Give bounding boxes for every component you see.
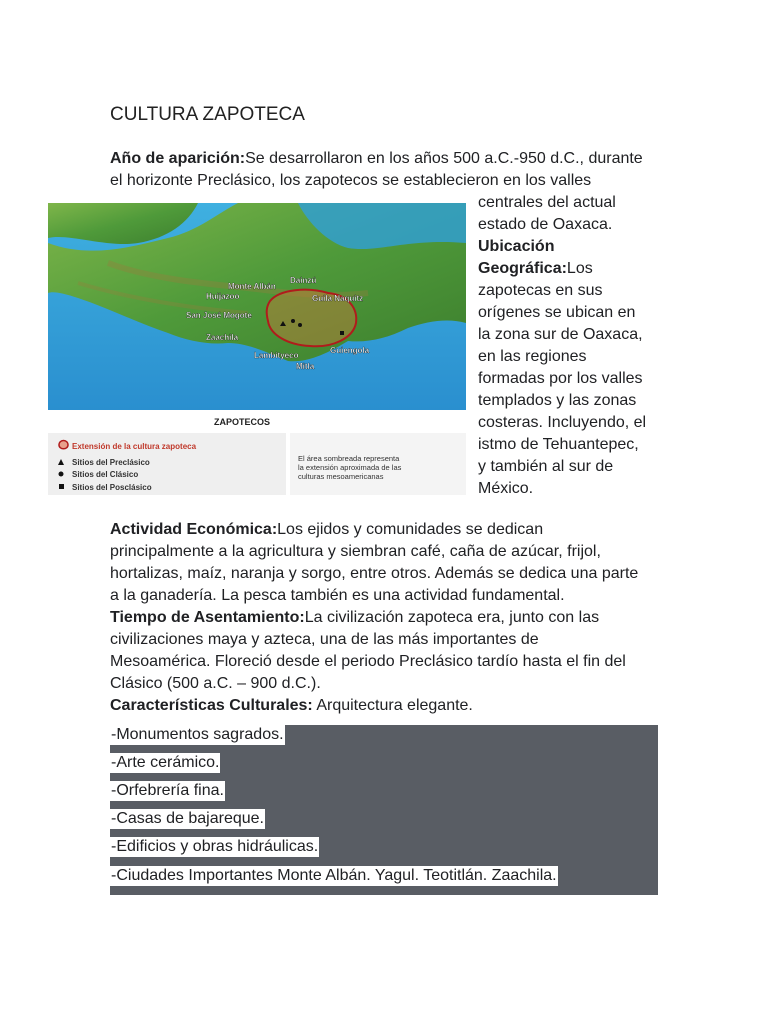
aparicion-cont-2: estado de Oaxaca. <box>478 216 613 233</box>
asentamiento-label: Tiempo de Asentamiento: <box>110 609 305 626</box>
asentamiento-text: La civilización zapoteca era, junto con las <box>304 609 600 626</box>
note-line: culturas mesoamericanas <box>298 472 384 481</box>
place-label: Dainzú <box>290 276 317 285</box>
economica-text: Los ejidos y comunidades se dedican <box>277 521 544 538</box>
list-item: -Monumentos sagrados. <box>111 726 284 743</box>
map-svg <box>48 203 466 495</box>
economica-line-0 <box>110 519 670 541</box>
list-item: -Edificios y obras hidráulicas. <box>111 838 319 855</box>
ubicacion-text: templados y las zonas <box>478 392 637 409</box>
ubicacion-text: Los <box>566 260 593 277</box>
list-item: -Casas de bajareque. <box>111 810 264 827</box>
ubicacion-text: la zona sur de Oaxaca, <box>478 326 643 343</box>
legend-extension: Extensión de la cultura zapoteca <box>72 442 197 451</box>
postclassic-site-marker <box>340 331 344 335</box>
dot-icon <box>59 472 64 477</box>
aparicion-line-1 <box>110 148 670 170</box>
note-line: la extensión aproximada de las <box>298 463 402 472</box>
aparicion-text-1: Se desarrollaron en los años 500 a.C.-950 d.C., durante <box>245 150 643 167</box>
ubicacion-label-1: Ubicación <box>478 238 555 255</box>
place-label: Mitla <box>296 362 315 371</box>
classic-site-marker <box>291 319 295 323</box>
highlighted-list <box>110 725 658 895</box>
place-label: Lambityeco <box>254 351 299 360</box>
asentamiento-text: Clásico (500 a.C. – 900 d.C.). <box>110 675 321 692</box>
list-item: -Orfebrería fina. <box>111 782 224 799</box>
culturales-line <box>110 695 670 717</box>
side-column <box>478 192 668 500</box>
ubicacion-text: y también al sur de <box>478 458 614 475</box>
zapotecos-map-image <box>48 203 466 495</box>
ubicacion-text: istmo de Tehuantepec, <box>478 436 639 453</box>
ubicacion-text: costeras. Incluyendo, el <box>478 414 647 431</box>
economica-label: Actividad Económica: <box>110 521 278 538</box>
list-item: -Arte cerámico. <box>111 754 220 771</box>
ubicacion-line-0 <box>478 258 668 280</box>
ubicacion-text: orígenes se ubican en <box>478 304 636 321</box>
economica-text: hortalizas, maíz, naranja y sorgo, entre otros. Además se dedica una parte <box>110 565 639 582</box>
aparicion-paragraph <box>110 148 670 192</box>
ubicacion-text: zapotecas en sus <box>478 282 603 299</box>
ubicacion-label-2: Geográfica: <box>478 260 567 277</box>
place-label: San José Mogote <box>186 311 252 320</box>
place-label: Guila Naquitz <box>312 294 364 303</box>
square-icon <box>59 484 64 489</box>
asentamiento-line-0 <box>110 607 670 629</box>
ubicacion-text: México. <box>478 480 534 497</box>
page-title: CULTURA ZAPOTECA <box>110 104 305 125</box>
asentamiento-text: Mesoamérica. Floreció desde el periodo Preclásico tardío hasta el fin del <box>110 653 626 670</box>
note-line: El área sombreada representa <box>298 454 400 463</box>
legend-preclasico: Sitios del Preclásico <box>72 458 150 467</box>
ubicacion-text: formadas por los valles <box>478 370 643 387</box>
legend-clasico: Sitios del Clásico <box>72 470 139 479</box>
legend-posclasico: Sitios del Posclásico <box>72 483 152 492</box>
main-paragraphs <box>110 519 670 717</box>
place-label: Guiengola <box>330 346 370 355</box>
economica-text: principalmente a la agricultura y siembran café, caña de azúcar, frijol, <box>110 543 601 560</box>
place-label: Zaachila <box>206 333 239 342</box>
culturales-text: Arquitectura elegante. <box>312 697 473 714</box>
place-label: Huijazoo <box>206 292 240 301</box>
place-label: Monte Albán <box>228 282 276 291</box>
aparicion-label: Año de aparición: <box>110 150 246 167</box>
map-caption: ZAPOTECOS <box>214 417 271 427</box>
economica-text: a la ganadería. La pesca también es una actividad fundamental. <box>110 587 565 604</box>
aparicion-text-2: el horizonte Preclásico, los zapotecos se establecieron en los valles <box>110 172 592 189</box>
region-legend-icon <box>59 441 68 449</box>
asentamiento-text: civilizaciones maya y azteca, una de las más importantes de <box>110 631 539 648</box>
classic-site-marker <box>298 323 302 327</box>
list-item: -Ciudades Importantes Monte Albán. Yagul. Teotitlán. Zaachila. <box>111 867 557 884</box>
aparicion-cont-1: centrales del actual <box>478 194 616 211</box>
culturales-label: Características Culturales: <box>110 697 313 714</box>
ubicacion-text: en las regiones <box>478 348 587 365</box>
